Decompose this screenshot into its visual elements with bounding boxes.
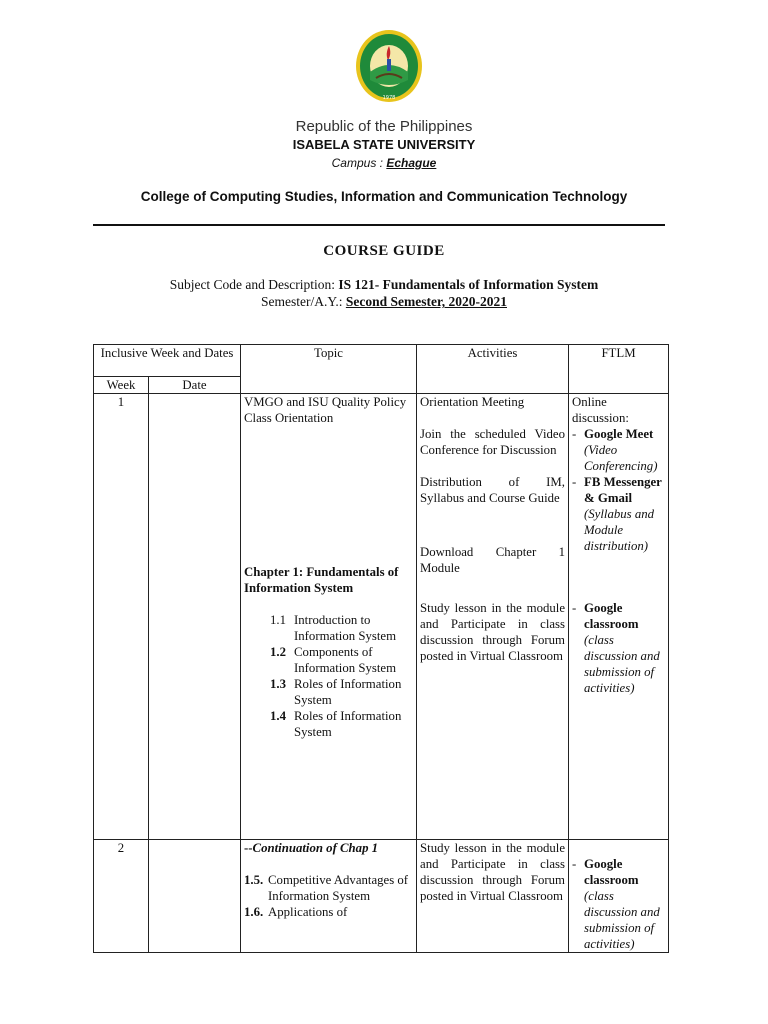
header-week: Week [94,377,149,394]
document-title: COURSE GUIDE [323,243,445,259]
activity-download-module: Download Chapter 1 Module [420,545,566,575]
table-header-row [94,345,669,377]
subject-value: IS 121- Fundamentals of Information System [338,277,599,292]
item-number: 1.2 [270,645,287,659]
table-row [94,394,669,840]
activities-cell [417,394,569,840]
list-item [270,676,413,708]
ftlm-google-classroom: Google classroom [584,601,639,631]
list-item: - Google classroom (class discussion and submission of activities) [572,601,660,695]
item-number: 1.1 [270,613,287,627]
week-cell: 2 [94,840,149,953]
university-seal-logo [354,28,424,104]
course-guide-table [93,344,669,953]
week-cell: 1 [94,394,149,840]
header-date: Date [149,377,241,394]
date-cell [149,840,241,953]
item-text: Applications of [268,905,348,919]
republic-heading: Republic of the Philippines [295,118,473,135]
continuation-title [244,840,413,856]
ftlm-google-meet: Google Meet [584,427,654,441]
list-item: - Google classroom (class discussion and submission of activities) [572,857,660,951]
item-text: Competitive Advantages of Information System [268,873,409,903]
subtopic-list [244,872,413,920]
item-number: 1.5. [244,873,264,887]
header-activities: Activities [417,345,569,394]
header-divider [93,224,665,226]
ftlm-note: (class discussion and submission of activities) [584,889,660,951]
activity-study-lesson: Study lesson in the module and Participate in class discussion through Forum posted in Virtual Classroom [420,601,566,663]
list-item: - FB Messenger & Gmail (Syllabus and Module distribution) [572,475,662,553]
item-number: 1.6. [244,905,264,919]
svg-text:1978: 1978 [382,95,396,101]
ftlm-intro: Online discussion: [572,395,629,425]
list-item [244,904,413,920]
campus-name: Echague [386,156,437,170]
college-name: College of Computing Studies, Information and Communication Technology [140,189,628,204]
subtopic-list [244,612,413,740]
ftlm-cell [569,394,669,840]
activities-cell: Study lesson in the module and Participate in class discussion through Forum posted in Virtual Classroom [417,840,569,953]
ftlm-google-classroom: Google classroom [584,857,639,887]
header-inclusive: Inclusive Week and Dates [94,345,241,377]
chapter-title: Chapter 1: Fundamentals of Information System [244,565,399,595]
activity-orientation: Orientation Meeting [420,395,525,409]
item-text: Introduction to Information System [294,613,397,643]
date-cell [149,394,241,840]
semester-line [0,294,768,310]
list-item [270,612,413,644]
ftlm-note: (Syllabus and Module distribution) [584,507,655,553]
item-number: 1.4 [270,709,287,723]
campus-line [0,156,768,170]
item-text: Roles of Information System [294,709,402,739]
item-text: Components of Information System [294,645,397,675]
activity-distribution: Distribution of IM, Syllabus and Course Guide [420,475,566,505]
header-topic: Topic [241,345,417,394]
item-text: Roles of Information System [294,677,402,707]
university-name: ISABELA STATE UNIVERSITY [292,137,476,152]
semester-label: Semester/A.Y.: [261,294,346,309]
ftlm-note: (Video Conferencing) [584,443,658,473]
ftlm-note: (class discussion and submission of activities) [584,633,660,695]
item-number: 1.3 [270,677,287,691]
continuation-prefix: -- [244,841,253,855]
list-item [270,708,413,740]
list-item [244,872,413,904]
list-item [270,644,413,676]
activity-video-conference: Join the scheduled Video Conference for Discussion [420,427,566,457]
table-row [94,840,669,953]
campus-label: Campus : [331,156,387,170]
topic-vmgo: VMGO and ISU Quality Policy [244,395,407,409]
topic-cell [241,394,417,840]
ftlm-cell [569,840,669,953]
topic-cell [241,840,417,953]
semester-value: Second Semester, 2020-2021 [345,294,507,309]
subject-label: Subject Code and Description: [169,277,339,292]
topic-orientation: Class Orientation [244,411,334,425]
ftlm-fb-messenger: FB Messenger & Gmail [584,475,662,505]
list-item: - Google Meet (Video Conferencing) [572,427,658,473]
header-ftlm: FTLM [569,345,669,394]
continuation-text: Continuation of Chap 1 [252,841,379,855]
subject-line [0,277,768,293]
